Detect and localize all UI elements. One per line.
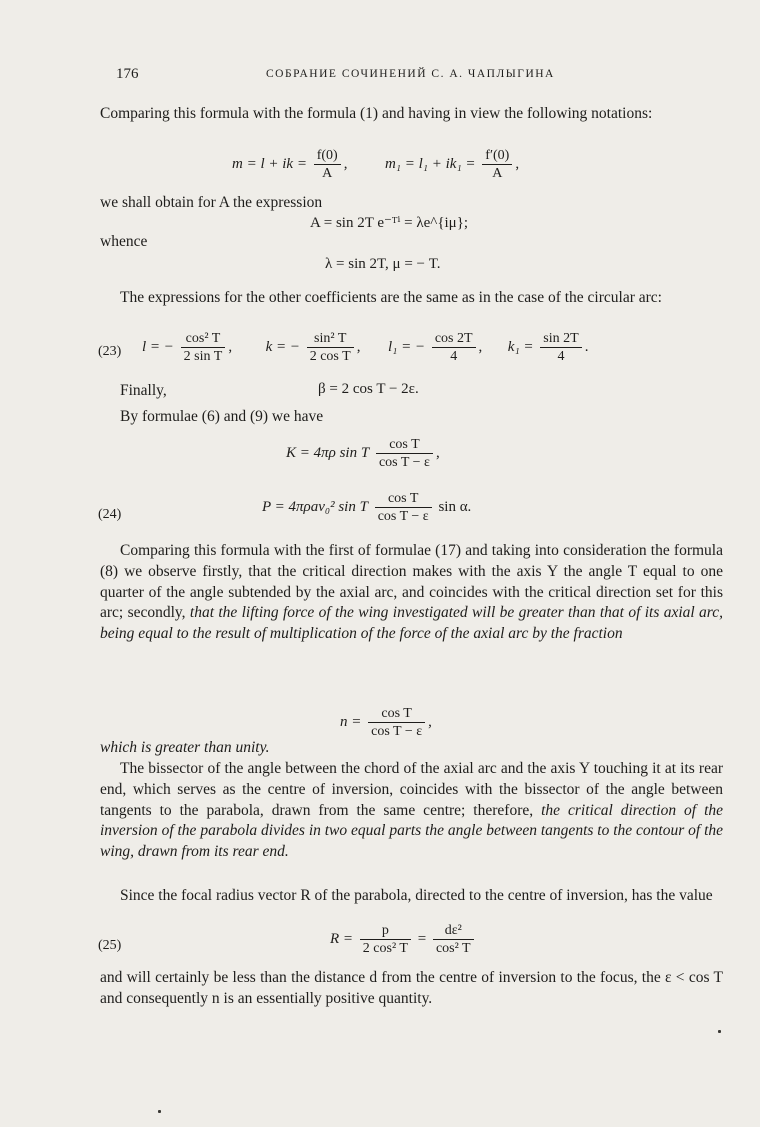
paragraph-9-italic: the critical direction of the inversion of the parabola divides in two equal parts the angle between tangents to the contour of the wing, drawn from its rear end. [100, 801, 724, 861]
K-lhs: K = 4πρ sin T [286, 444, 370, 461]
equation-m: m = l + ik = $\frac{f(0)}{A}$ , m₁ = l₁ + ik₁ = $\frac{f'(0)}{A}$ , [232, 148, 520, 181]
k1-numerator: sin 2T [540, 330, 581, 348]
K-numerator: cos T [376, 436, 433, 454]
page-number: 176 [116, 66, 139, 82]
P-numerator: cos T [375, 490, 432, 508]
l1-numerator: cos 2T [432, 330, 476, 348]
equation-label-23: (23) [98, 344, 122, 359]
k-lhs: k = − [265, 338, 300, 355]
print-speck [718, 1030, 721, 1033]
l-numerator: cos² T [181, 330, 226, 348]
P-lhs: P = 4πρav₀² sin T [262, 498, 368, 515]
m-denominator: A [322, 166, 333, 181]
m1-fraction [482, 147, 512, 182]
R-denominator-1: 2 cos² T [362, 941, 408, 956]
k1-lhs: k₁ = [507, 338, 534, 355]
R-numerator-1: p [360, 922, 411, 940]
n-fraction [368, 705, 425, 740]
equation-n: n = $\frac{\text{cos T}}{\text{cos T − ε}}$ , [340, 706, 432, 739]
n-denominator: cos T − ε [371, 724, 423, 739]
R-fraction-2 [433, 922, 474, 957]
paragraph-4 [100, 288, 723, 309]
m1-lhs: m₁ = l₁ + ik₁ = [384, 155, 476, 172]
R-lhs: R = [330, 930, 354, 947]
m-fraction [314, 147, 341, 182]
equation-24 [262, 490, 471, 525]
paragraph-8 [100, 738, 723, 759]
l1-lhs: l₁ = − [387, 338, 426, 355]
l-lhs: l = − [142, 338, 174, 355]
equation-23: l = − $\frac{\text{cos² T}}{\text{2 sin T}}$ , k = − $\frac{\text{sin² T}}{\text{2 cos T}}$ , l₁ = − $\frac{\cos 2T}{4}$ , k₁ = $\frac{\sin 2T}{4}$ . [142, 331, 589, 364]
equation-lambda-mu: λ = sin 2T, μ = − T. [325, 256, 441, 272]
paragraph-4-text: The expressions for the other coefficients are the same as in the case of the circular arc: [120, 289, 662, 306]
l-denominator: 2 sin T [183, 349, 223, 364]
paragraph-6-text: By formulae (6) and (9) we have [120, 408, 324, 425]
l1-fraction [432, 330, 476, 365]
k-denominator: 2 cos T [309, 349, 351, 364]
equation-25 [330, 922, 477, 957]
m-lhs: m = l + ik = [232, 155, 307, 172]
equation-label-25: (25) [98, 938, 122, 953]
k-numerator: sin² T [307, 330, 354, 348]
equation-label-24: (24) [98, 507, 122, 522]
n-numerator: cos T [368, 705, 425, 723]
K-fraction [376, 436, 433, 471]
paragraph-2: we shall obtain for A the expression [100, 194, 323, 211]
print-speck [158, 1110, 161, 1113]
paragraph-5-text: Finally, [120, 382, 167, 399]
running-title: СОБРАНИЕ СОЧИНЕНИЙ С. А. ЧАПЛЫГИНА [266, 68, 555, 80]
R-denominator-2: cos² T [435, 941, 471, 956]
K-denominator: cos T − ε [378, 455, 430, 470]
R-equals: = [417, 930, 427, 947]
l-fraction [181, 330, 226, 365]
paragraph-7 [100, 541, 723, 645]
m-numerator: f(0) [314, 147, 341, 165]
paragraph-9-text: The bissector of the angle between the chord of the axial arc and the axis Y touching it at its rear end, which serves as the centre of inversion, coincides with the bissector of the angle between tangents to the parabola, drawn from the same centre; therefore, [100, 760, 723, 819]
P-tail: sin α. [438, 498, 472, 515]
R-fraction-1 [360, 922, 411, 957]
k1-fraction [540, 330, 581, 365]
n-lhs: n = [340, 713, 362, 730]
paragraph-10-text: Since the focal radius vector R of the parabola, directed to the centre of inversion, has the value [120, 887, 713, 904]
m1-denominator: A [492, 166, 503, 181]
equation-beta: β = 2 cos T − 2ε. [318, 381, 419, 397]
paragraph-11: and will certainly be less than the distance d from the centre of inversion to the focus, the ε < cos T and consequently n is an essentially positive quantity. [100, 969, 723, 1007]
equation-K: K = 4πρ sin T $\frac{\text{cos T}}{\text{cos T − ε}}$ , [286, 437, 440, 470]
paragraph-6 [100, 407, 723, 428]
paragraph-8-text: which is greater than unity. [100, 739, 270, 756]
k-fraction [307, 330, 354, 365]
equation-A: A = sin 2T e⁻ᵀⁱ = λe^{iμ}; [310, 215, 469, 231]
paragraph-9 [100, 759, 723, 863]
paragraph-3: whence [100, 233, 148, 250]
paragraph-7-italic: that the lifting force of the wing investigated will be greater than that of its axial arc, being equal to the result of multiplication of the force of the axial arc by the fraction [100, 604, 724, 643]
R-numerator-2: dε² [433, 922, 474, 940]
m1-numerator: f′(0) [482, 147, 512, 165]
P-fraction [375, 490, 432, 525]
paragraph-10 [100, 886, 723, 907]
P-denominator: cos T − ε [377, 509, 429, 524]
l1-denominator: 4 [450, 349, 458, 364]
k1-denominator: 4 [557, 349, 565, 364]
paragraph-7-text: Comparing this formula with the first of formulae (17) and taking into consideration the formula (8) we observe firstly, that the critical direction makes with the axis Y the angle T equal to one quarter of the angle subtended by the axial arc, and coincides with the critical direction set for this arc; secondly, [100, 542, 723, 622]
paragraph-1: Comparing this formula with the formula (1) and having in view the following notations: [100, 105, 653, 122]
